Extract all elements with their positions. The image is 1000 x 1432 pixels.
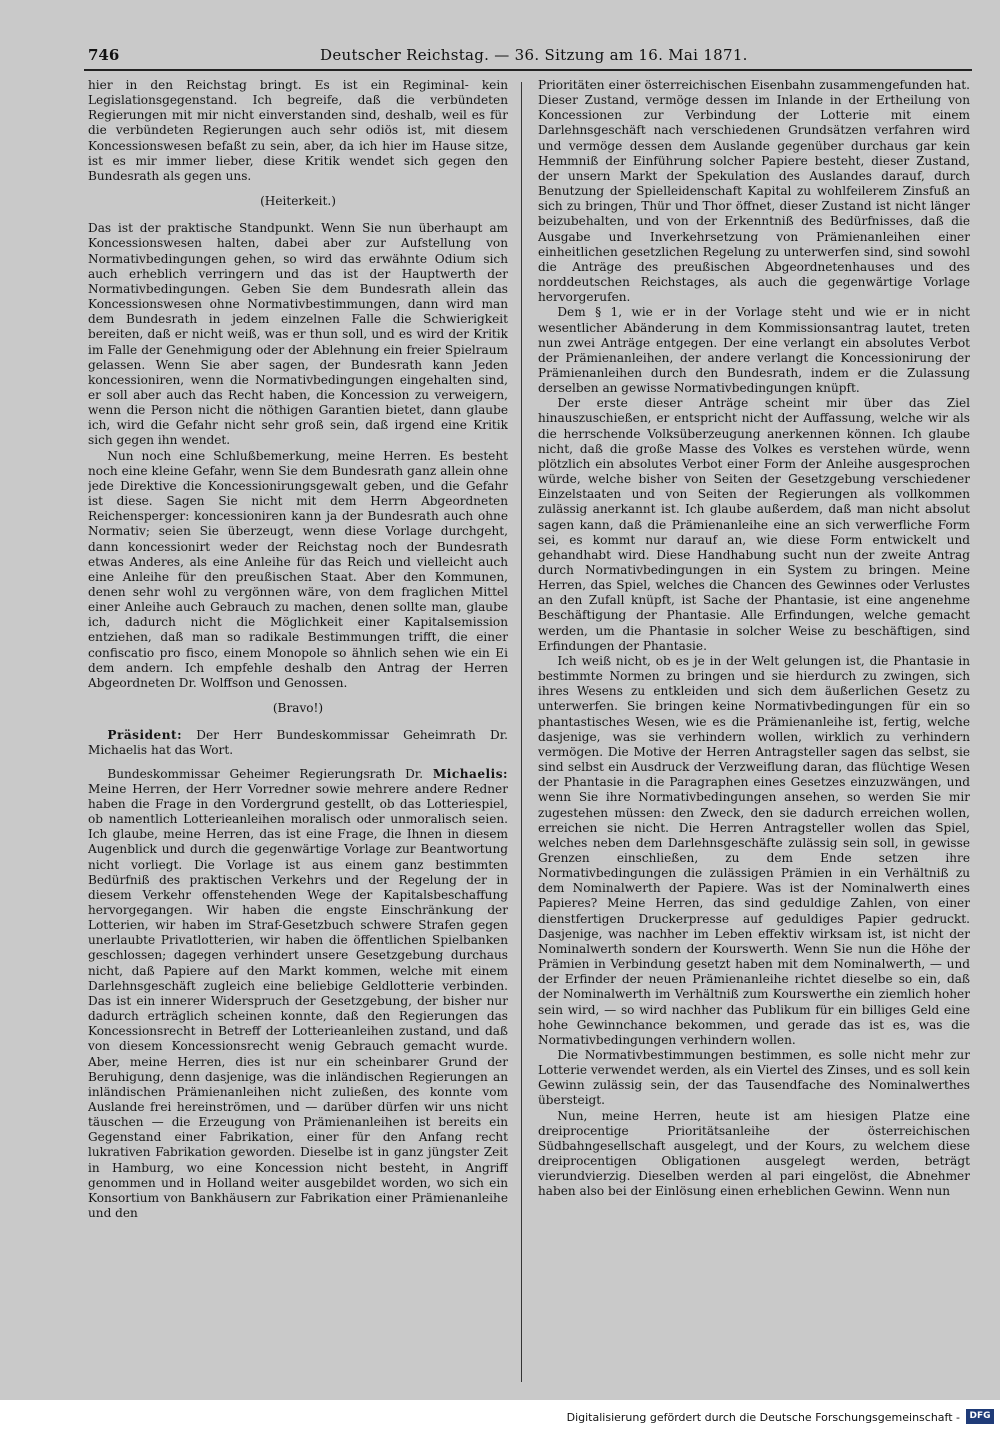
paragraph: Prioritäten einer österreichischen Eisenbahn zusammengefunden hat. Dieser Zustand, vermöge dessen im Inlande in der Ertheilung von Koncessionen zur Verbindung der Lotterie mit einem Darlehnsgeschäft nach verschiedenen Grundsätzen verfahren wird und vermöge dessen dem Auslande gegenüber durchaus gar kein Hemmniß der Einführung solcher Papiere besteht, dieser Zustand, der unsern Markt der Spekulation des Auslandes darauf, durch Benutzung der Spielleidenschaft Kapital zu wohlfeilerem Zinsfuß an sich zu bringen, Thür und Thor öffnet, dieser Zustand ist nicht länger beizubehalten, und von der Erkenntniß des Bedürfnisses, daß die Ausgabe und Inverkehrsetzung von Prämienanleihen einer einheitlichen gesetzlichen Regelung zu unterwerfen sind, sind sowohl die Anträge des preußischen Abgeordnetenhauses und des norddeutschen Reichstages, als auch die gegenwärtige Vorlage hervorgerufen.	[538, 78, 970, 305]
left-column	[88, 78, 508, 1396]
digitization-credit: Digitalisierung gefördert durch die Deutsche Forschungsgemeinschaft -	[566, 1411, 960, 1424]
paragraph: Die Normativbestimmungen bestimmen, es solle nicht mehr zur Lotterie verwendet werden, als ein Viertel des Zinses, und es soll kein Gewinn zulässig sein, der das Tausendfache des Nominalwerthes übersteigt.	[538, 1048, 970, 1108]
interjection-heiterkeit: (Heiterkeit.)	[260, 194, 336, 209]
paragraph: Der erste dieser Anträge scheint mir über das Ziel hinauszuschießen, er entspricht nicht der Auffassung, welche wir als die herrschende Volksüberzeugung anerkennen können. Ich glaube nicht, daß die große Masse des Volkes es verstehen würde, wenn plötzlich ein absolutes Verbot einer Form der Anleihe ausgesprochen würde, welche bisher von Seiten der Gesetzgebung verschiedener Einzelstaaten und von Seiten der Regierungen als vollkommen zulässig anerkannt ist. Ich glaube außerdem, daß man nicht absolut sagen kann, daß die Prämienanleihe eine an sich verwerfliche Form sei, es kommt nur darauf an, wie diese Form entwickelt und gehandhabt wird. Diese Handhabung sucht nun der zweite Antrag durch Normativbedingungen in ein System zu bringen. Meine Herren, das Spiel, welches die Chancen des Gewinnes oder Verlustes an den Zufall knüpft, ist Sache der Phantasie, ist eine angenehme Beschäftigung der Phantasie. Alle Erfindungen, welche gemacht werden, um die Phantasie in solcher Weise zu beschäftigen, sind Erfindungen der Phantasie.	[538, 396, 970, 653]
paragraph: hier in den Reichstag bringt. Es ist ein Regiminal- kein Legislationsgegenstand. Ich begreife, daß die verbündeten Regierungen mit mir nicht einverstanden sind, deshalb, weil es für die verbündeten Regierungen auch sehr odiös ist, mit diesem Koncessionswesen befaßt zu sein, aber, da ich hier im Hause sitze, ist es mir immer lieber, diese Kritik wendet sich gegen den Bundesrath als gegen uns.	[88, 78, 508, 183]
header-rule	[84, 69, 972, 71]
speaker-paragraph	[88, 767, 508, 1222]
page-header	[88, 44, 976, 68]
president-label: Präsident:	[107, 728, 183, 743]
president-statement	[88, 728, 508, 758]
paragraph: Nun, meine Herren, heute ist am hiesigen Platze eine dreiprocentige Prioritätsanleihe der österreichischen Südbahngesellschaft ausgelegt, und der Kours, zu welchem diese dreiprocentigen Obligationen ausgelegt werden, beträgt vierundvierzig. Dieselben werden al pari eingelöst, die Abnehmer haben also bei der Einlösung einen erheblichen Gewinn. Wenn nun	[538, 1108, 970, 1199]
dfg-logo: DFG	[966, 1409, 994, 1424]
paragraph: Nun noch eine Schlußbemerkung, meine Herren. Es besteht noch eine kleine Gefahr, wenn Sie dem Bundesrath ganz allein ohne jede Direktive die Koncessionirungsgewalt geben, und die Gefahr ist diese. Sagen Sie nicht mit dem Herrn Abgeordneten Reichensperger: koncessioniren kann ja der Bundesrath auch ohne Normativ; seien Sie überzeugt, wenn diese Vorlage durchgeht, dann koncessionirt weder der Reichstag noch der Bundesrath etwas Anderes, als eine Anleihe für das Reich und vielleicht auch eine Anleihe für den preußischen Staat. Aber den Kommunen, denen sehr wohl zu vergönnen wäre, von dem fraglichen Mittel einer Anleihe auch Gebrauch zu machen, denen sollte man, glaube ich, dadurch nicht die Möglichkeit einer Kapitalsemission entziehen, daß man so radikale Bestimmungen trifft, die einer confiscatio pro fisco, einem Monopole so ähnlich sehen wie ein Ei dem andern. Ich empfehle deshalb den Antrag der Herren Abgeordneten Dr. Wolffson und Genossen.	[88, 448, 508, 690]
speaker-name: Michaelis:	[432, 766, 508, 781]
footer-bar	[0, 1400, 1000, 1432]
paragraph: Das ist der praktische Standpunkt. Wenn Sie nun überhaupt am Koncessionswesen halten, dabei aber zur Aufstellung von Normativbedingungen gehen, so wird das erwähnte Odium sich auch erheblich verringern und das ist der Hauptwerth der Normativbedingungen. Geben Sie dem Bundesrath allein das Koncessionswesen ohne Normativbestimmungen, dann wird man dem Bundesrath in jedem einzelnen Falle die Schwierigkeit bereiten, daß er nicht weiß, was er thun soll, und es wird der Kritik im Falle der Genehmigung oder der Ablehnung ein freier Spielraum gelassen. Wenn Sie aber sagen, der Bundesrath kann Jeden koncessioniren, wenn die Normativbedingungen eingehalten sind, er soll aber auch das Recht haben, die Koncession zu verweigern, wenn die Person nicht die nöthigen Garantien bietet, dann glaube ich, wird die Gefahr nicht sehr groß sein, daß irgend eine Kritik sich gegen ihn wendet.	[88, 221, 508, 448]
president-text: Der Herr Bundeskommissar Geheimrath Dr. Michaelis hat das Wort.	[88, 728, 508, 758]
speaker-intro: Bundeskommissar Geheimer Regierungsrath Dr.	[107, 766, 424, 781]
speech-text: Meine Herren, der Herr Vorredner sowie mehrere andere Redner haben die Frage in den Vordergrund gestellt, ob das Lotteriespiel, ob namentlich Lotterieanleihen moralisch oder unmoralisch seien. Ich glaube, meine Herren, das ist eine Frage, die Ihnen in diesem Augenblick und durch die gegenwärtige Vorlage zur Beantwortung nicht vorliegt. Die Vorlage ist aus einem ganz bestimmten Bedürfniß des praktischen Verkehrs und der Regelung der in diesem Verkehr offenstehenden Wege der Kapitalsbeschaffung hervorgegangen. Wir haben die engste Einschränkung der Lotterien, wir haben im Straf-Gesetzbuch schwere Strafen gegen unerlaubte Privatlotterien, wir haben die öffentlichen Spielbanken geschlossen; dagegen verhindert unsere Gesetzgebung durchaus nicht, daß Papiere auf den Markt kommen, welche mit einem Darlehnsgeschäft zugleich eine beliebige Geldlotterie verbinden. Das ist ein innerer Widerspruch der Gesetzgebung, der bisher nur dadurch erträglich scheinen konnte, daß den Regierungen das Koncessionsrecht in Betreff der Lotterieanleihen zustand, und daß von diesem Koncessionsrecht wenig Gebrauch gemacht wurde. Aber, meine Herren, dies ist nur ein scheinbarer Grund der Beruhigung, denn dasjenige, was die inländischen Regierungen an inländischen Prämienanleihen nicht zuließen, des konnte vom Auslande frei hereinströmen, und — darüber dürfen wir uns nicht täuschen — die Erzeugung von Prämienanleihen ist bereits ein Gegenstand einer Fabrikation, einer für den Anfang recht lukrativen Fabrikation geworden. Dieselbe ist in ganz jüngster Zeit in Hamburg, wo eine Koncession nicht besteht, in Angriff genommen und in Holland weiter ausgebildet worden, wo sich ein Konsortium von Bankhäusern zur Fabrikation einer Prämienanleihe und den	[88, 781, 508, 1221]
page-number: 746	[88, 46, 120, 64]
running-title: Deutscher Reichstag. — 36. Sitzung am 16. Mai 1871.	[320, 46, 748, 64]
interjection-bravo: (Bravo!)	[272, 701, 324, 716]
right-column	[538, 78, 970, 1396]
paragraph: Ich weiß nicht, ob es je in der Welt gelungen ist, die Phantasie in bestimmte Normen zu bringen und sie hierdurch zu zwingen, sich ihres Wesens zu entkleiden und sich dem äußerlichen Gesetz zu unterwerfen. Sie bringen keine Normativbedingungen für ein so phantastisches Wesen, wie es die Prämienanleihe ist, fertig, welche dasjenige, was sie verhindern wollen, wirklich zu verhindern vermögen. Die Motive der Herren Antragsteller sagen das selbst, sie sind selbst ein Ausdruck der Verzweiflung daran, das flüchtige Wesen der Phantasie in die Paragraphen eines Gesetzes einzuzwängen, und wenn Sie ihre Normativbedingungen ansehen, so werden Sie mir zugestehen müssen: den Zweck, den sie dadurch erreichen wollen, erreichen sie nicht. Die Herren Antragsteller wollen das Spiel, welches neben dem Darlehnsgeschäfte zulässig sein soll, in gewisse Grenzen einschließen, zu dem Ende setzen ihre Normativbedingungen die zulässigen Prämien in ein Verhältniß zu dem Nominalwerth der Papiere. Was ist der Nominalwerth eines Papieres? Meine Herren, das sind geduldige Zahlen, von einer dienstfertigen Druckerpresse auf geduldiges Papier gedruckt. Dasjenige, was nachher im Leben effektiv wirksam ist, ist nicht der Nominalwerth sondern der Kourswerth. Wenn Sie nun die Höhe der Prämien in Verbindung gesetzt haben mit dem Nominalwerth, — und der Erfinder der neuen Prämienanleihe richtet dieselbe so ein, daß der Nominalwerth im Verhältniß zum Kourswerthe ein ziemlich hoher sein wird, — so wird nachher das Publikum für ein billiges Geld eine hohe Gewinnchance bekommen, und gerade das ist es, was die Normativbedingungen verhindern wollen.	[538, 653, 970, 1047]
paragraph: Dem § 1, wie er in der Vorlage steht und wie er in nicht wesentlicher Abänderung in dem Kommissionsantrag lautet, treten nun zwei Anträge entgegen. Der eine verlangt ein absolutes Verbot der Prämienanleihen, der andere verlangt die Koncessionirung der Prämienanleihen durch den Bundesrath, indem er die Zulassung derselben an gewisse Normativbedingungen knüpft.	[538, 305, 970, 396]
column-divider	[521, 82, 522, 1382]
